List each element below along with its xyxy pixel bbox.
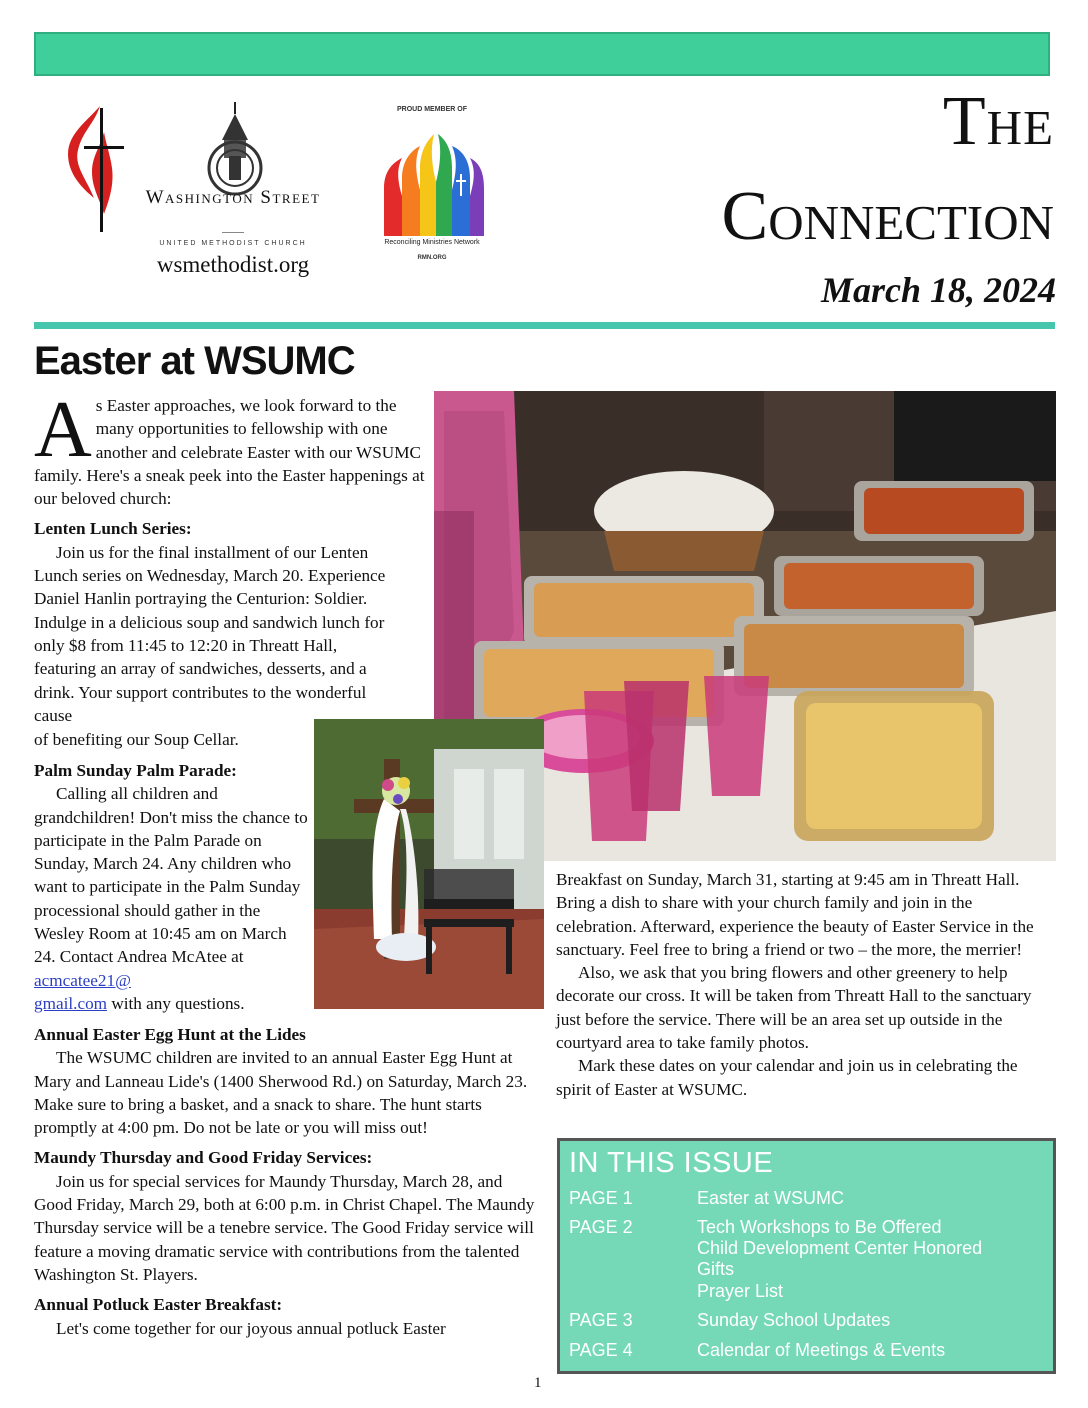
section-title-potluck: Annual Potluck Easter Breakfast: <box>34 1295 283 1315</box>
issue-page-3: PAGE 3 <box>569 1310 633 1330</box>
section-body-maundy: Join us for special services for Maundy Thursday, March 28, and Good Friday, March 29, both at 6:00 p.m. in Christ Chapel. The Maundy Thursday service will be a tenebre service. The Good Friday service will feature a moving dramatic service with contributions from the talented Washington St. Players. <box>34 1171 535 1284</box>
in-this-issue-title: IN THIS ISSUE <box>569 1147 774 1179</box>
article-intro-block <box>34 386 430 727</box>
issue-item-prayer-list[interactable]: Prayer List <box>697 1281 784 1301</box>
section-body-potluck: Let's come together for our joyous annual potluck Easter <box>56 1318 446 1338</box>
section-body-egg-hunt: The WSUMC children are invited to an annual Easter Egg Hunt at Mary and Lanneau Lide's (1400 Sherwood Rd.) on Saturday, March 23. Make sure to bring a basket, and a snack to share. The hunt starts promptly at 4:00 pm. Do not be late or you will miss out! <box>34 1048 528 1138</box>
steeple-logo <box>150 100 320 250</box>
section-title-egg-hunt: Annual Easter Egg Hunt at the Lides <box>34 1025 306 1044</box>
church-name-divider <box>222 232 244 233</box>
email-link-part1[interactable]: acmcatee21@ <box>34 970 131 990</box>
issue-date: March 18, 2024 <box>820 270 1056 310</box>
easter-cross-photo <box>314 719 544 1009</box>
church-website: wsmethodist.org <box>156 252 310 277</box>
church-subtitle: UNITED METHODIST CHURCH <box>159 240 307 247</box>
issue-page-4: PAGE 4 <box>569 1340 633 1360</box>
section-body-lenten-tail: of benefiting our Soup Cellar. <box>34 730 239 749</box>
masthead-connection: Connection <box>721 178 1054 255</box>
issue-item-calendar[interactable]: Calendar of Meetings & Events <box>697 1340 946 1360</box>
rmn-proud-member-label: PROUD MEMBER OF <box>397 106 467 113</box>
section-body-lenten: Join us for the final installment of our Lenten Lunch series on Wednesday, March 20. Experience Daniel Hanlin portraying the Centurion: Soldier. Indulge in a delicious soup and sandwich lunch for only $8 from 11:45 to 12:20 in Threatt Hall, featuring an array of sandwiches, desserts, and a drink. Your support contributes to the wonderful cause <box>34 542 386 725</box>
rmn-url: RMN.ORG <box>417 255 447 261</box>
section-title-lenten: Lenten Lunch Series: <box>34 519 192 539</box>
section-body-palm: Calling all children and grandchildren! Don't miss the chance to participate in the Palm Parade on Sunday, March 24. Any children who want to participate in the Palm Sunday processional should gather in the Wesley Room at 10:45 am on March 24. Contact Andrea McAtee at acmcatee21@ gmail.com with any questions. <box>34 784 308 1013</box>
section-title-palm: Palm Sunday Palm Parade: <box>34 761 237 780</box>
issue-item-gifts[interactable]: Gifts <box>697 1259 735 1279</box>
issue-item-cdc-honored[interactable]: Child Development Center Honored <box>697 1238 983 1258</box>
top-color-band <box>34 32 1050 76</box>
issue-item-sunday-school[interactable]: Sunday School Updates <box>697 1310 891 1330</box>
rmn-name: Reconciling Ministries Network <box>384 239 480 246</box>
article-intro: As Easter approaches, we look forward to the many opportunities to fellowship with one another and celebrate Easter with our WSUMC family. Here's a sneak peek into the Easter happenings at our beloved church: <box>34 386 425 509</box>
email-link-part2[interactable]: gmail.com <box>34 993 108 1013</box>
article-headline: Easter at WSUMC <box>34 339 355 383</box>
palm-parade-block <box>34 759 310 1015</box>
issue-page-2: PAGE 2 <box>569 1217 633 1237</box>
issue-page-1: PAGE 1 <box>569 1188 633 1208</box>
masthead-rule <box>34 322 1055 329</box>
lower-left-block <box>34 1023 536 1340</box>
section-title-maundy: Maundy Thursday and Good Friday Services: <box>34 1148 373 1168</box>
right-column <box>556 868 1056 1101</box>
right-col-para-2: Also, we ask that you bring flowers and other greenery to help decorate our cross. It will be taken from Threatt Hall to the sanctuary just before the service. There will be an area set up outside in the courtyard area to take family photos. <box>556 963 1032 1053</box>
drop-cap: A <box>34 386 92 474</box>
rmn-rainbow-logo <box>372 118 492 238</box>
right-col-para-1: Breakfast on Sunday, March 31, starting at 9:45 am in Threatt Hall. Bring a dish to share with your church family and join in the celebration. Afterward, experience the beauty of Easter Service in the sanctuary. Feel free to bring a friend or two – the more, the merrier! <box>556 870 1034 959</box>
issue-item-tech-workshops[interactable]: Tech Workshops to Be Offered <box>697 1217 942 1237</box>
church-name: Washington Street <box>145 187 321 208</box>
right-col-para-3: Mark these dates on your calendar and join us in celebrating the spirit of Easter at WSUMC. <box>556 1056 1018 1099</box>
masthead-the: The <box>942 83 1054 160</box>
page-number: 1 <box>534 1375 542 1391</box>
issue-item-easter[interactable]: Easter at WSUMC <box>697 1188 845 1208</box>
umc-cross-flame-logo <box>64 102 124 234</box>
